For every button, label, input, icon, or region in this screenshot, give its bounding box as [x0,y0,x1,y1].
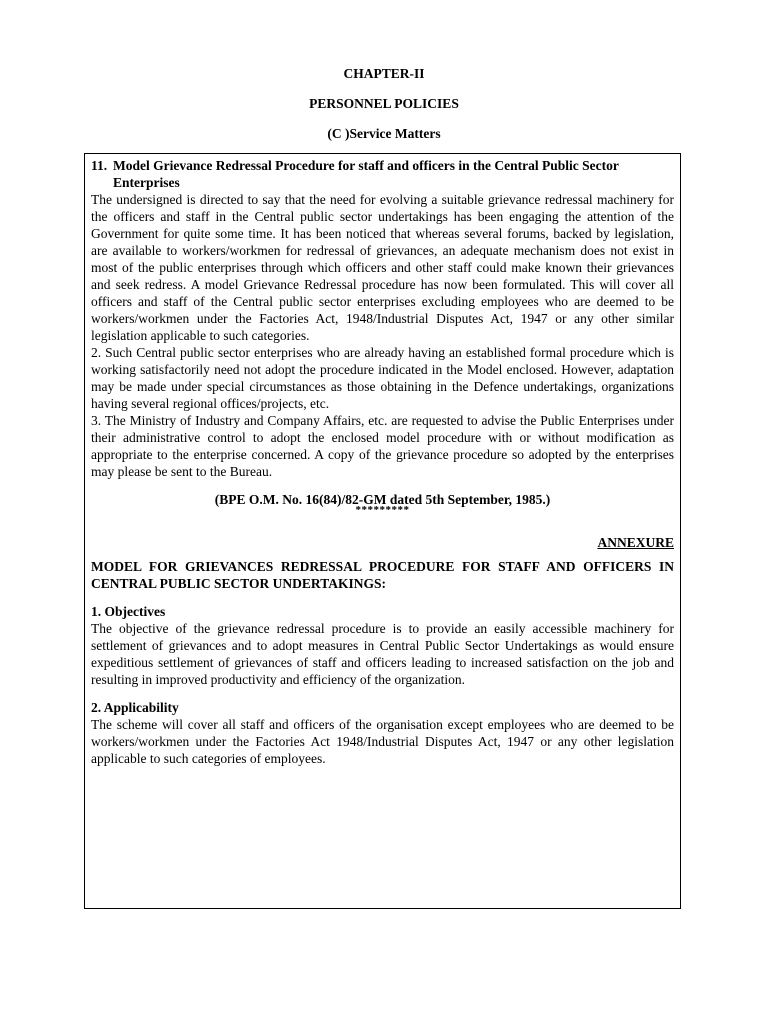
separator-stars: ********* [355,504,410,516]
objectives-paragraph: The objective of the grievance redressal procedure is to provide an easily accessible machinery for settlement of grievances and to adopt measures in Central Public Sector Undertakings as would ensure expeditious settlement of grievances of staff and officers leading to increased satisfaction on the job and resulting in improved productivity and efficiency of the organization. [91,621,674,687]
section-title-text: Model Grievance Redressal Procedure for staff and officers in the Central Public Sector Enterprises [113,158,619,190]
annexure-title: MODEL FOR GRIEVANCES REDRESSAL PROCEDURE FOR STAFF AND OFFICERS IN CENTRAL PUBLIC SECTOR UNDERTAKINGS: [91,559,674,591]
content-body [91,157,674,767]
paragraph-intro: The undersigned is directed to say that the need for evolving a suitable grievance redressal machinery for the officers and staff in the Central public sector undertakings has been engaging the attention of the Government for quite some time. It has been noticed that whereas several forums, backed by legislation, are available to workers/workmen for redressal of grievances, an adequate mechanism does not exist in most of the public enterprises through which officers and other staff could make known their grievances and seek redress. A model Grievance Redressal procedure has now been formulated. This will cover all officers and staff of the Central public sector enterprises excluding employees who are deemed to be workers/workmen under the Factories Act, 1948/Industrial Disputes Act, 1947 or any other similar legislation applicable to such categories. [91,192,674,343]
paragraph-2: 2. Such Central public sector enterprises who are already having an established formal procedure which is working satisfactorily need not adopt the procedure indicated in the Model enclosed. However, adaptation may be made under special circumstances as those obtaining in the Defence undertakings, organizations having several regional offices/projects, etc. [91,345,674,411]
applicability-heading: 2. Applicability [91,700,179,715]
section-number: 11. [91,158,108,173]
content-box [84,153,681,909]
applicability-paragraph: The scheme will cover all staff and officers of the organisation except employees who are deemed to be workers/workmen under the Factories Act 1948/Industrial Disputes Act, 1947 or any other legislation applicable to such categories of employees. [91,717,674,766]
service-matters-heading: (C )Service Matters [327,126,441,141]
reference-line: (BPE O.M. No. 16(84)/82-GM dated 5th September, 1985.) [214,492,551,507]
objectives-heading: 1. Objectives [91,604,166,619]
section-title [91,157,674,191]
chapter-heading: CHAPTER-II [343,66,425,81]
annexure-label: ANNEXURE [597,535,674,550]
paragraph-3: 3. The Ministry of Industry and Company Affairs, etc. are requested to advise the Public Enterprises under their administrative control to adopt the enclosed model procedure with or without modification as appropriate to the enterprise concerned. A copy of the grievance procedure so adopted by the enterprises may please be sent to the Bureau. [91,413,674,479]
policies-heading: PERSONNEL POLICIES [309,96,459,111]
